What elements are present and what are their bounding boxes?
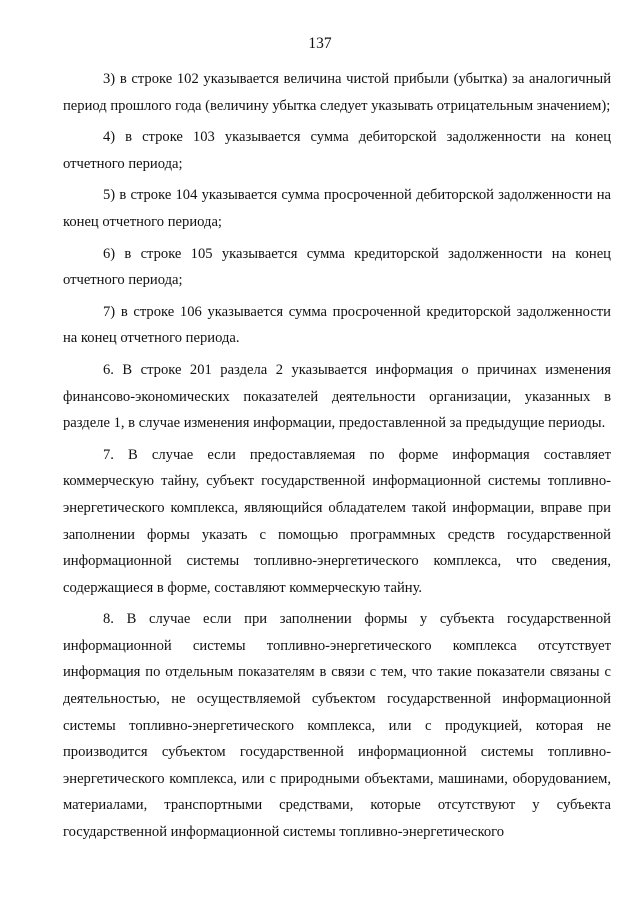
document-body bbox=[63, 66, 611, 846]
page-number: 137 bbox=[308, 35, 332, 52]
paragraph-section-6: 6. В строке 201 раздела 2 указывается информация о причинах изменения финансово-экономических показателей деятельности организации, указанных в разделе 1, в случае изменения информации, предоставленной за предыдущие периоды. bbox=[63, 361, 611, 432]
paragraph-item-5: 5) в строке 104 указывается сумма просроченной дебиторской задолженности на конец отчетного периода; bbox=[63, 187, 611, 230]
paragraph-item-3: 3) в строке 102 указывается величина чистой прибыли (убытка) за аналогичный период прошлого года (величину убытка следует указывать отрицательным значением); bbox=[63, 71, 611, 114]
paragraph-item-7: 7) в строке 106 указывается сумма просроченной кредиторской задолженности на конец отчетного периода. bbox=[63, 303, 611, 347]
paragraph-section-7: 7. В случае если предоставляемая по форме информация составляет коммерческую тайну, субъект государственной информационной системы топливно-энергетического комплекса, являющийся обладателем такой информации, вправе при заполнении формы указать с помощью программных средств государственной информационной системы топливно-энергетического комплекса, что сведения, содержащиеся в форме, составляют коммерческую тайну. bbox=[63, 446, 611, 596]
paragraph-item-4: 4) в строке 103 указывается сумма дебиторской задолженности на конец отчетного периода; bbox=[63, 129, 611, 172]
paragraph-item-6: 6) в строке 105 указывается сумма кредиторской задолженности на конец отчетного периода; bbox=[63, 245, 611, 289]
paragraph-section-8: 8. В случае если при заполнении формы у субъекта государственной информационной системы топливно-энергетического комплекса отсутствует информация по отдельным показателям в связи с тем, что такие показатели связаны с деятельностью, не осуществляемой субъектом государственной информационной системы топливно-энергетического комплекса, или с продукцией, которая не производится субъектом государственной информационной системы топливно-энергетического комплекса, или с природными объектами, машинами, оборудованием, материалами, транспортными средствами, которые отсутствуют у субъекта государственной информационной системы топливно-энергетического bbox=[63, 611, 611, 841]
